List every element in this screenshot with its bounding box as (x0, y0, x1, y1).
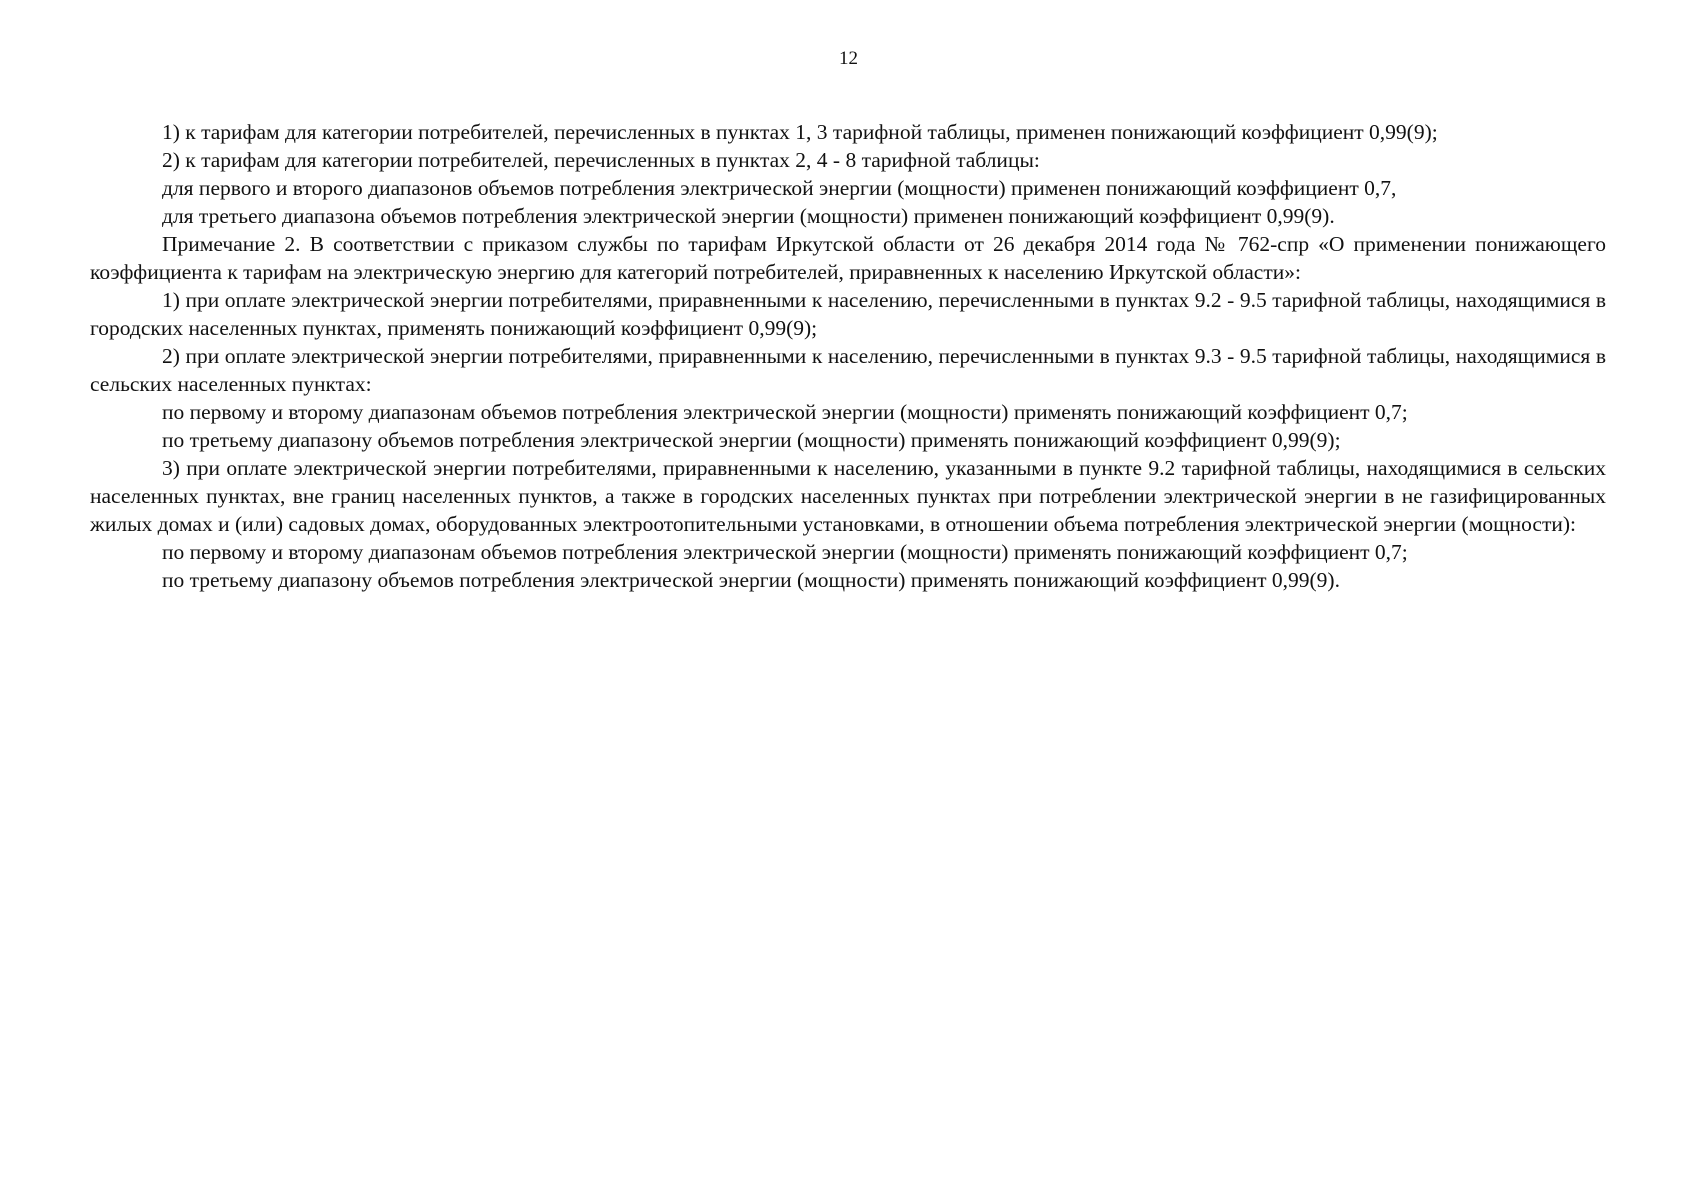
paragraph-note-2: Примечание 2. В соответствии с приказом службы по тарифам Иркутской области от 26 декабря 2014 года № 762-спр «О применении понижающего коэффициента к тарифам на электрическую энергию для категорий потребителей, приравненных к населению Иркутской области»: (90, 232, 1606, 284)
paragraph-12: по третьему диапазону объемов потребления электрической энергии (мощности) применять понижающий коэффициент 0,99(9). (162, 568, 1340, 592)
paragraph-10: 3) при оплате электрической энергии потребителями, приравненными к населению, указанными в пункте 9.2 тарифной таблицы, находящимися в сельских населенных пунктах, вне границ населенных пунктов, а также в городских населенных пунктах при потреблении электрической энергии в не газифицированных жилых домах и (или) садовых домах, оборудованных электроотопительными установками, в отношении объема потребления электрической энергии (мощности): (90, 456, 1606, 536)
paragraph-4: для третьего диапазона объемов потребления электрической энергии (мощности) применен понижающий коэффициент 0,99(9). (162, 204, 1335, 228)
paragraph-7: 2) при оплате электрической энергии потребителями, приравненными к населению, перечисленными в пунктах 9.3 - 9.5 тарифной таблицы, находящимися в сельских населенных пунктах: (90, 344, 1606, 396)
paragraph-8: по первому и второму диапазонам объемов потребления электрической энергии (мощности) применять понижающий коэффициент 0,7; (162, 400, 1408, 424)
document-body (90, 118, 1606, 594)
paragraph-1: 1) к тарифам для категории потребителей, перечисленных в пунктах 1, 3 тарифной таблицы, применен понижающий коэффициент 0,99(9); (162, 120, 1438, 144)
paragraph-2: 2) к тарифам для категории потребителей, перечисленных в пунктах 2, 4 - 8 тарифной таблицы: (162, 148, 1040, 172)
paragraph-11: по первому и второму диапазонам объемов потребления электрической энергии (мощности) применять понижающий коэффициент 0,7; (162, 540, 1408, 564)
paragraph-6: 1) при оплате электрической энергии потребителями, приравненными к населению, перечисленными в пунктах 9.2 - 9.5 тарифной таблицы, находящимися в городских населенных пунктах, применять понижающий коэффициент 0,99(9); (90, 288, 1606, 340)
page-number: 12 (839, 48, 858, 69)
paragraph-9: по третьему диапазону объемов потребления электрической энергии (мощности) применять понижающий коэффициент 0,99(9); (162, 428, 1341, 452)
paragraph-3: для первого и второго диапазонов объемов потребления электрической энергии (мощности) применен понижающий коэффициент 0,7, (162, 176, 1397, 200)
